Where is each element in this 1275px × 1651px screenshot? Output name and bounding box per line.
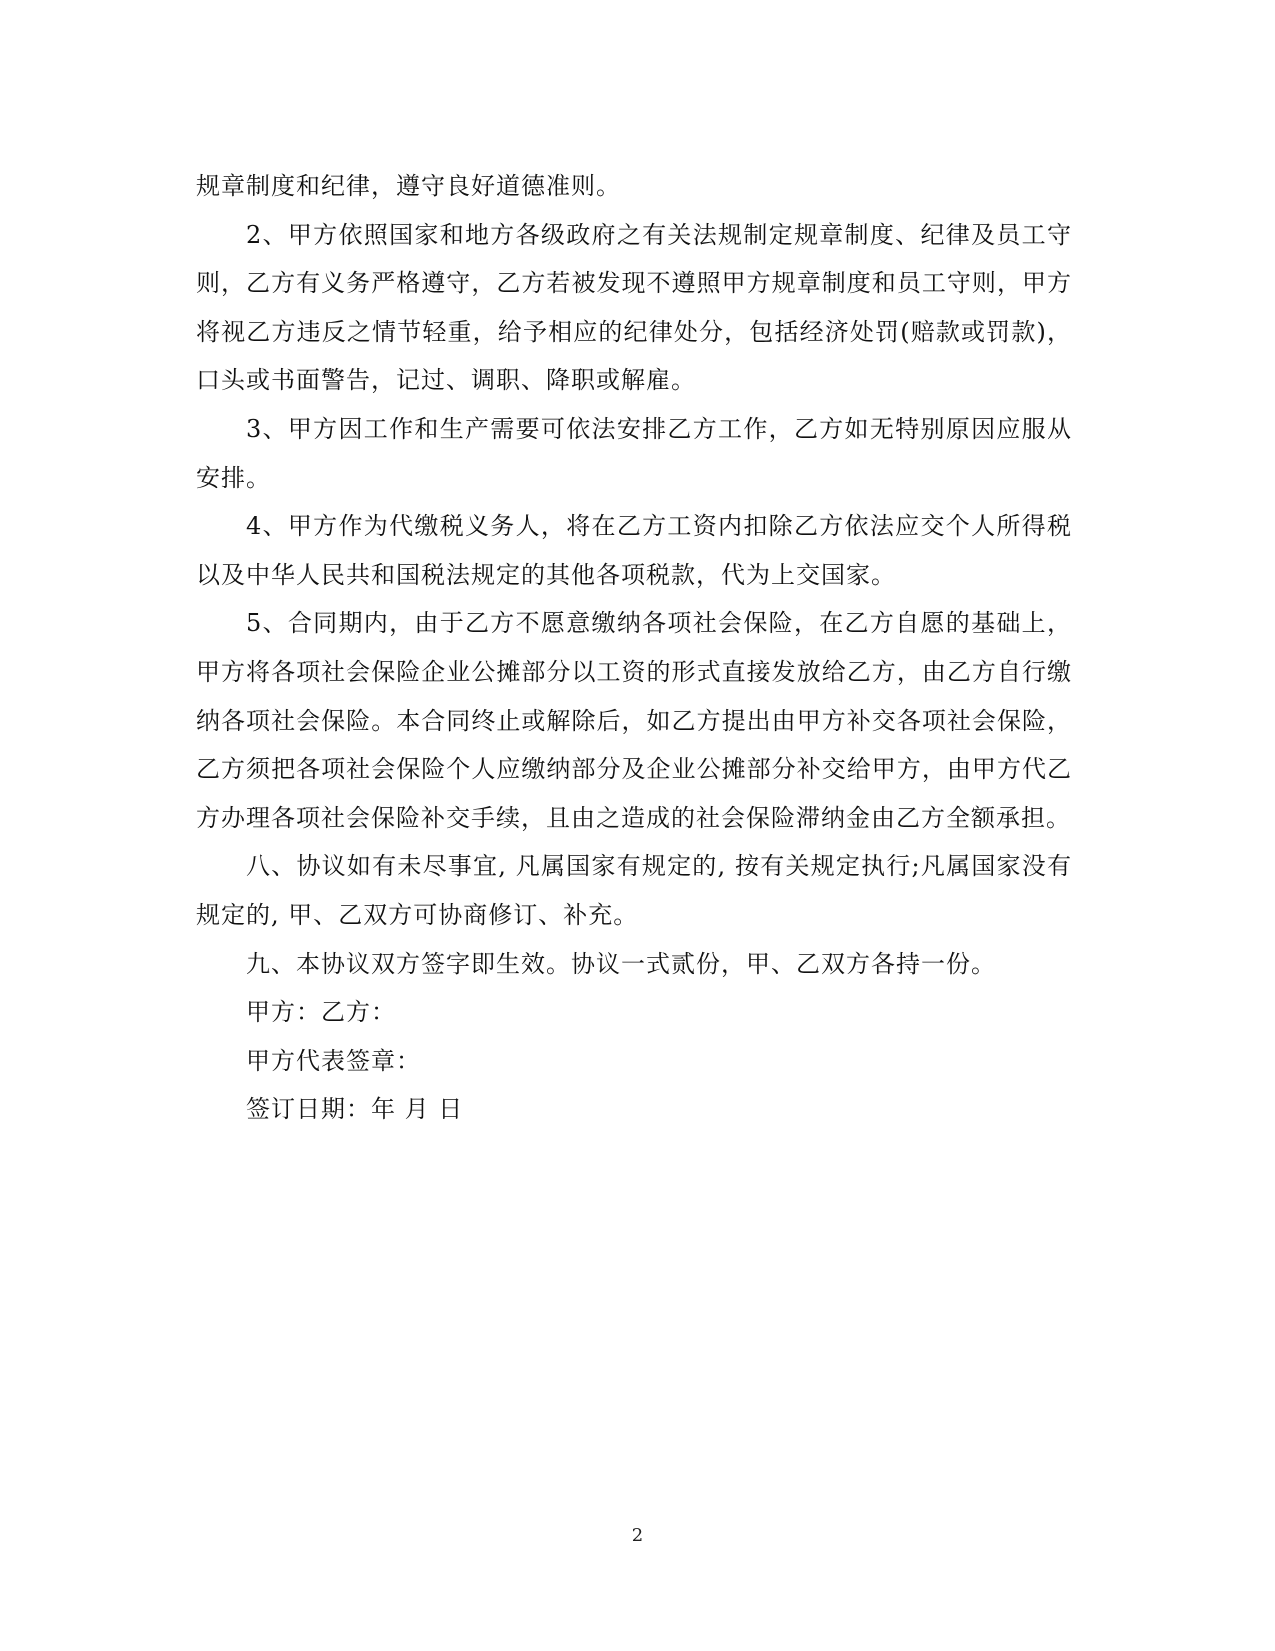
paragraph-clause-2: 2、甲方依照国家和地方各级政府之有关法规制定规章制度、纪律及员工守则，乙方有义务严格遵守，乙方若被发现不遵照甲方规章制度和员工守则，甲方将视乙方违反之情节轻重，给予相应的纪律处分，包括经济处罚(赔款或罚款)，口头或书面警告，记过、调职、降职或解雇。	[196, 220, 1072, 395]
paragraph-clause-4: 4、甲方作为代缴税义务人，将在乙方工资内扣除乙方依法应交个人所得税以及中华人民共和国税法规定的其他各项税款，代为上交国家。	[196, 512, 1072, 589]
document-body	[196, 162, 1072, 1134]
page-number: 2	[631, 1525, 644, 1546]
paragraph-article-8: 八、协议如有未尽事宜, 凡属国家有规定的, 按有关规定执行;凡属国家没有规定的, 甲、乙双方可协商修订、补充。	[196, 852, 1072, 929]
paragraph-article-9: 九、本协议双方签字即生效。协议一式贰份，甲、乙双方各持一份。	[246, 949, 996, 978]
paragraph-clause-5: 5、合同期内，由于乙方不愿意缴纳各项社会保险，在乙方自愿的基础上，甲方将各项社会保险企业公摊部分以工资的形式直接发放给乙方，由乙方自行缴纳各项社会保险。本合同终止或解除后，如乙方提出由甲方补交各项社会保险，乙方须把各项社会保险个人应缴纳部分及企业公摊部分补交给甲方，由甲方代乙方办理各项社会保险补交手续，且由之造成的社会保险滞纳金由乙方全额承担。	[196, 609, 1072, 832]
paragraph-clause-3: 3、甲方因工作和生产需要可依法安排乙方工作，乙方如无特别原因应服从安排。	[196, 414, 1072, 492]
signature-representative-line: 甲方代表签章：	[246, 1046, 421, 1075]
signature-parties-line: 甲方：乙方：	[246, 998, 396, 1027]
paragraph-continuation: 规章制度和纪律，遵守良好道德准则。	[196, 172, 621, 200]
signing-date-line: 签订日期：年 月 日	[246, 1095, 464, 1124]
